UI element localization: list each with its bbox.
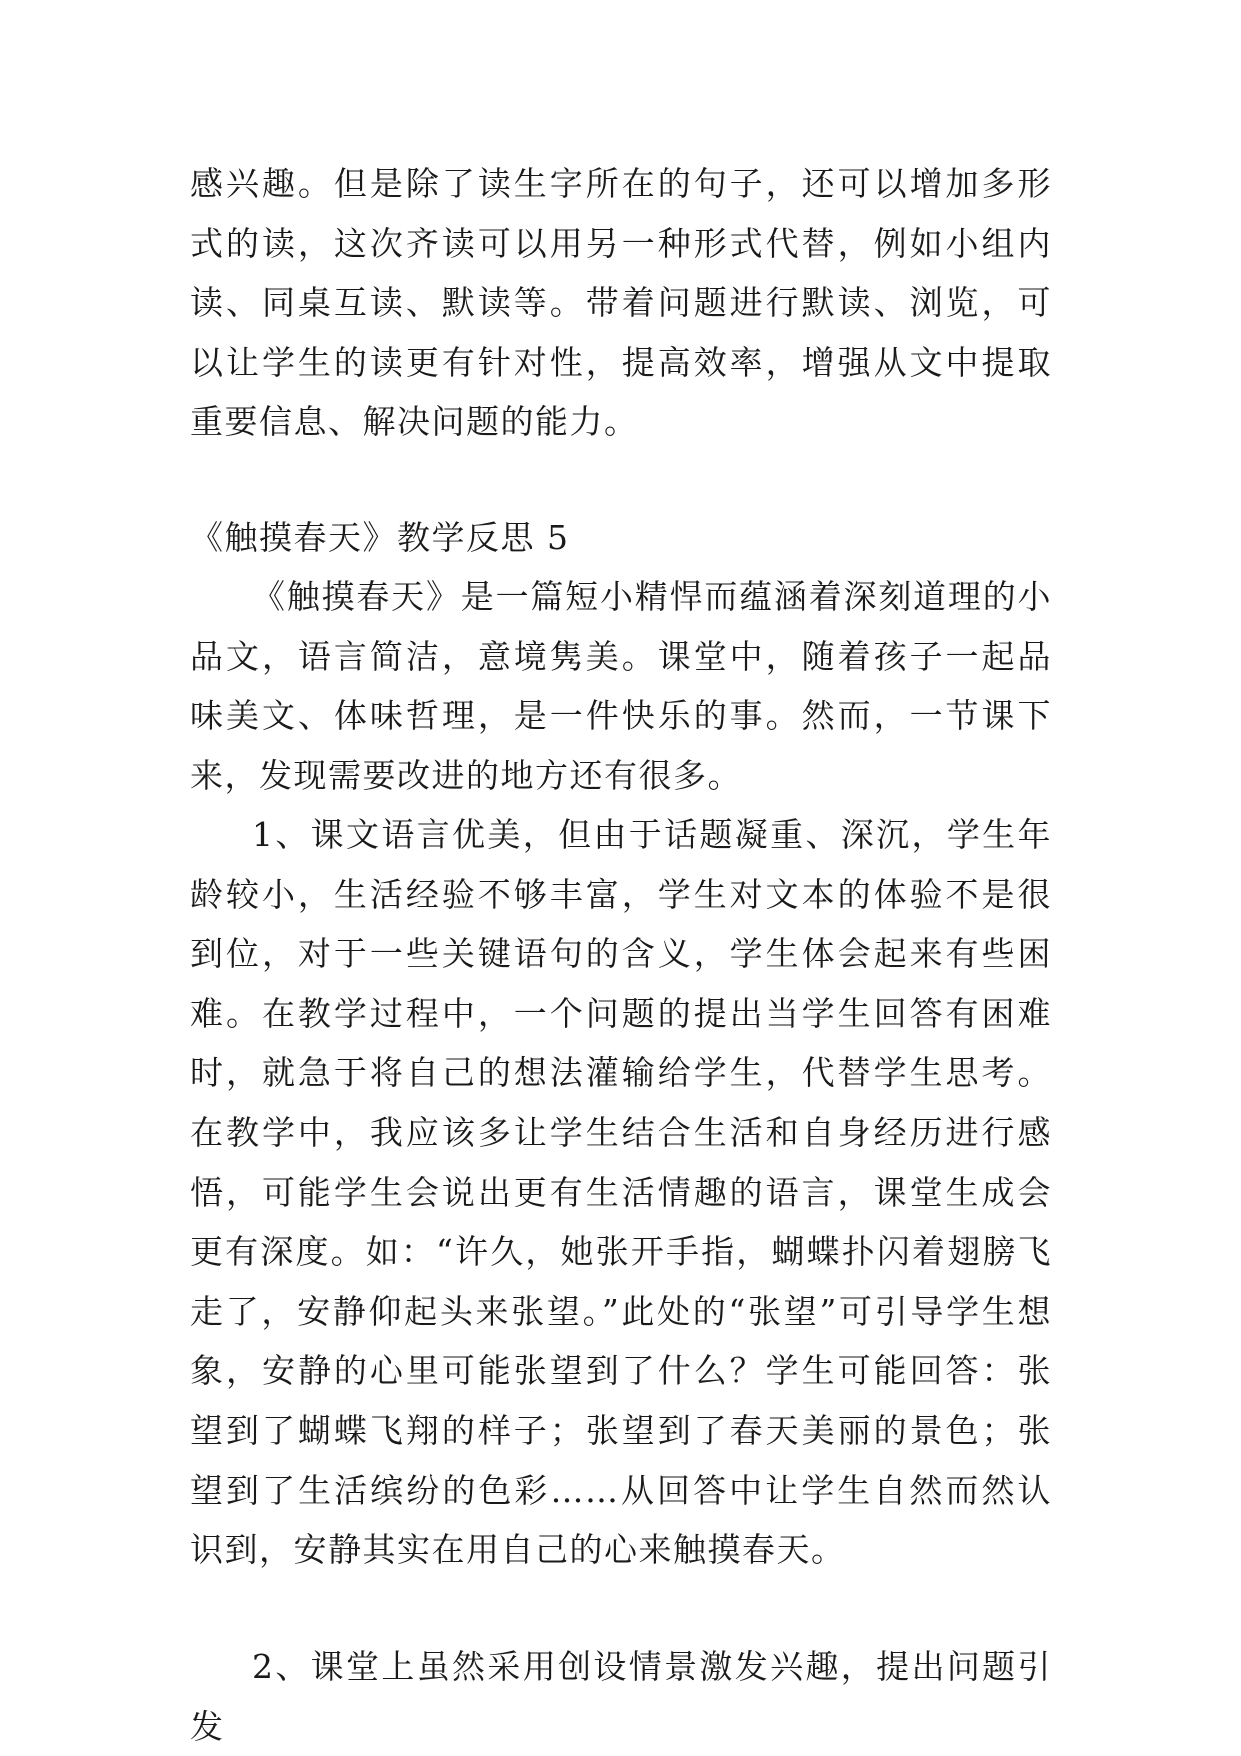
paragraph-point-1: 1、课文语言优美，但由于话题凝重、深沉，学生年龄较小，生活经验不够丰富，学生对文本的体验不是很到位，对于一些关键语句的含义，学生体会起来有些困难。在教学过程中，一个问题的提出当学生回答有困难时，就急于将自己的想法灌输给学生，代替学生思考。在教学中，我应该多让学生结合生活和自身经历进行感悟，可能学生会说出更有生活情趣的语言，课堂生成会更有深度。如：“许久，她张开手指，蝴蝶扑闪着翅膀飞走了，安静仰起头来张望。”此处的“张望”可引导学生想象，安静的心里可能张望到了什么？学生可能回答：张望到了蝴蝶飞翔的样子；张望到了春天美丽的景色；张望到了生活缤纷的色彩……从回答中让学生自然而然认识到，安静其实在用自己的心来触摸春天。 [190, 815, 1052, 1570]
paragraph-point-2: 2、课堂上虽然采用创设情景激发兴趣，提出问题引发 [190, 1647, 1052, 1746]
paragraph-intro: 《触摸春天》是一篇短小精悍而蕴涵着深刻道理的小品文，语言简洁，意境隽美。课堂中，随着孩子一起品味美文、体味哲理，是一件快乐的事。然而，一节课下来，发现需要改进的地方还有很多。 [190, 577, 1052, 795]
paragraph-continued: 感兴趣。但是除了读生字所在的句子，还可以增加多形式的读，这次齐读可以用另一种形式代替，例如小组内读、同桌互读、默读等。带着问题进行默读、浏览，可以让学生的读更有针对性，提高效率，增强从文中提取重要信息、解决问题的能力。 [190, 164, 1052, 442]
section-heading: 《触摸春天》教学反思 5 [190, 518, 570, 557]
